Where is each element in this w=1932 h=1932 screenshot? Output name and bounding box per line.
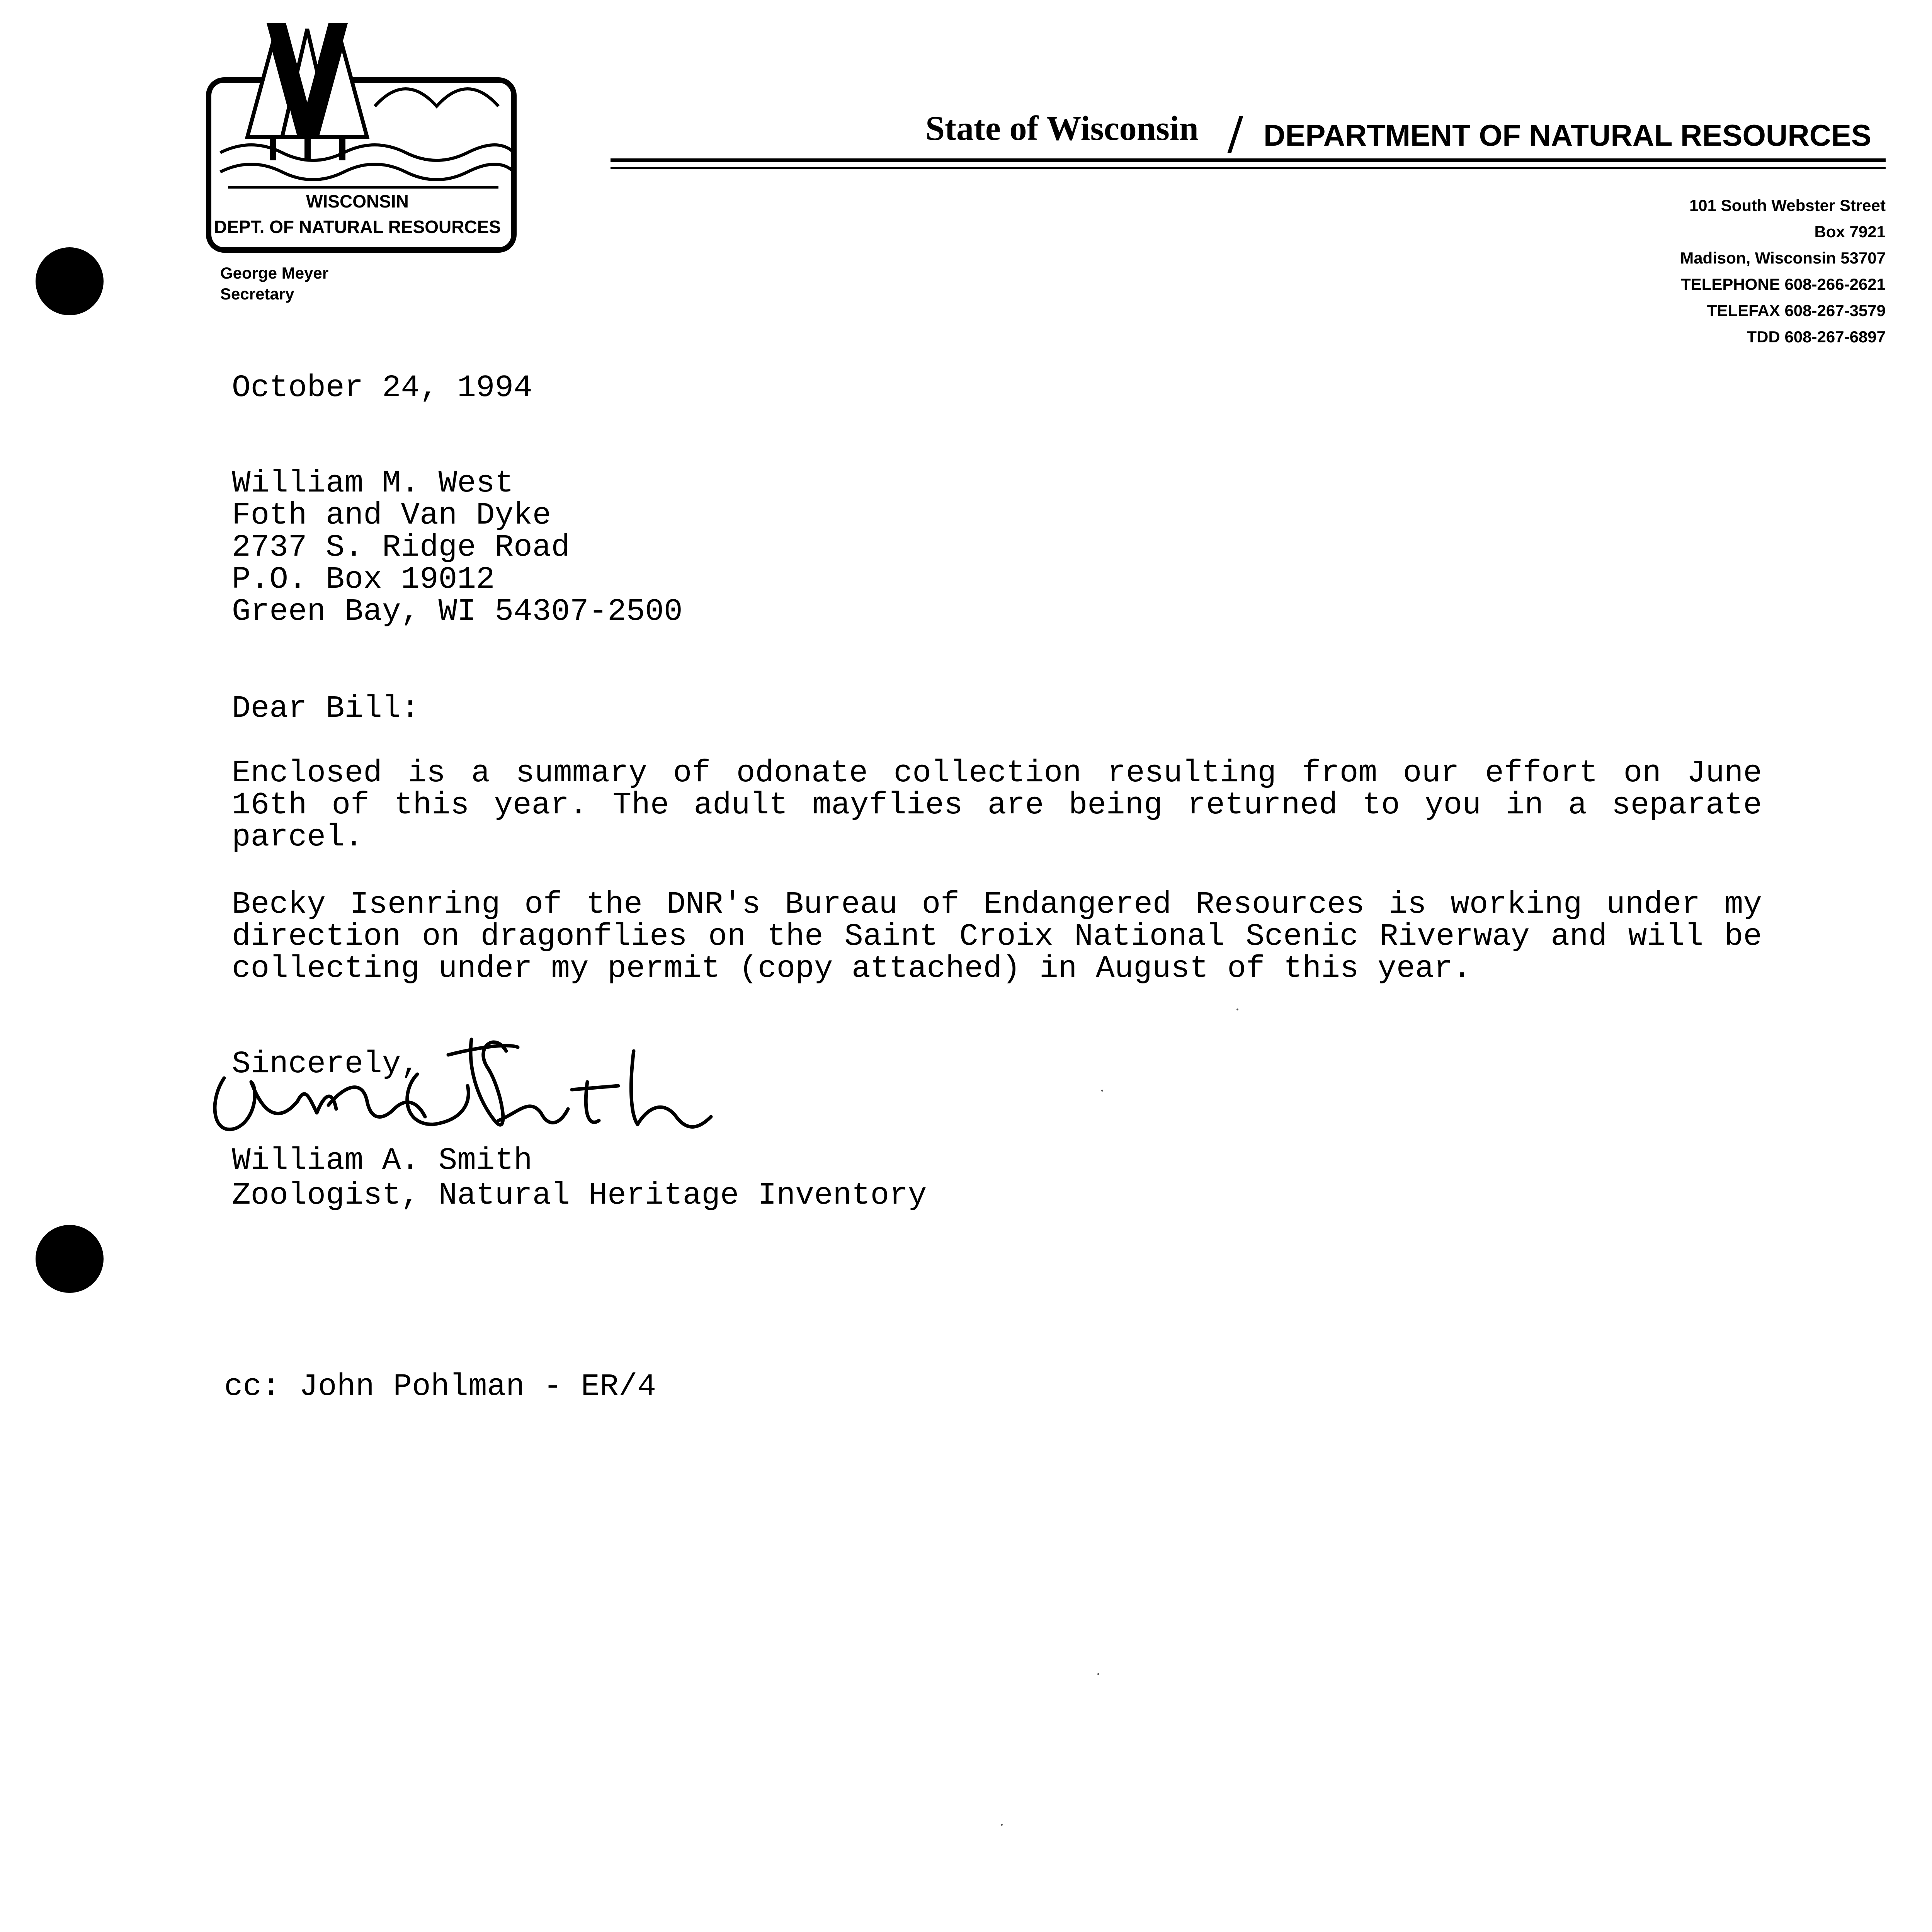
secretary-block xyxy=(220,263,328,304)
header-rule-thin xyxy=(611,167,1886,169)
recipient-line: P.O. Box 19012 xyxy=(232,562,495,597)
secretary-name: George Meyer xyxy=(220,264,329,282)
secretary-title: Secretary xyxy=(220,285,294,303)
recipient-line: William M. West xyxy=(232,466,514,501)
recipient-line: 2737 S. Ridge Road xyxy=(232,530,570,565)
scan-speck xyxy=(1236,1009,1238,1010)
slash-divider xyxy=(1227,116,1243,153)
recipient-address xyxy=(232,468,683,628)
header-rule-thick xyxy=(611,158,1886,162)
carbon-copy: cc: John Pohlman - ER/4 xyxy=(224,1369,656,1405)
recipient-line: Foth and Van Dyke xyxy=(232,498,551,533)
signer-name: William A. Smith xyxy=(232,1143,532,1179)
recipient-line: Green Bay, WI 54307-2500 xyxy=(232,594,683,629)
body-paragraph-2: Becky Isenring of the DNR's Bureau of Endangered Resources is working under my direction on dragonflies on the Saint Croix National Scenic Riverway and will be collecting under my permit (copy attached) in August of this year. xyxy=(232,887,1762,986)
department-address xyxy=(1680,192,1886,350)
scan-speck xyxy=(1097,1673,1099,1675)
closing: Sincerely, xyxy=(232,1047,420,1082)
address-line: TELEFAX 608-267-3579 xyxy=(1707,301,1886,320)
letter-date: October 24, 1994 xyxy=(232,371,532,406)
logo-text-line1: WISCONSIN xyxy=(306,191,409,211)
binder-hole-middle xyxy=(36,1225,104,1293)
address-line: TELEPHONE 608-266-2621 xyxy=(1681,275,1886,293)
address-line: Madison, Wisconsin 53707 xyxy=(1680,249,1886,267)
signer-title: Zoologist, Natural Heritage Inventory xyxy=(232,1178,927,1213)
scan-speck xyxy=(1001,1824,1003,1826)
salutation: Dear Bill: xyxy=(232,691,420,726)
signer-block xyxy=(232,1144,927,1213)
logo-text-line2: DEPT. OF NATURAL RESOURCES xyxy=(214,217,501,237)
binder-hole-top xyxy=(36,247,104,315)
wdnr-logo xyxy=(205,21,526,261)
body-paragraph-1: Enclosed is a summary of odonate collection resulting from our effort on June 16th of this year. The adult mayflies are being returned to you in a separate parcel. xyxy=(232,756,1762,855)
scan-speck xyxy=(1101,1090,1103,1092)
handwritten-signature xyxy=(201,1024,715,1151)
department-name: DEPARTMENT OF NATURAL RESOURCES xyxy=(1264,118,1872,152)
address-line: 101 South Webster Street xyxy=(1689,196,1886,214)
address-line: Box 7921 xyxy=(1814,223,1886,241)
address-line: TDD 608-267-6897 xyxy=(1747,328,1886,346)
state-name: State of Wisconsin xyxy=(925,109,1199,148)
